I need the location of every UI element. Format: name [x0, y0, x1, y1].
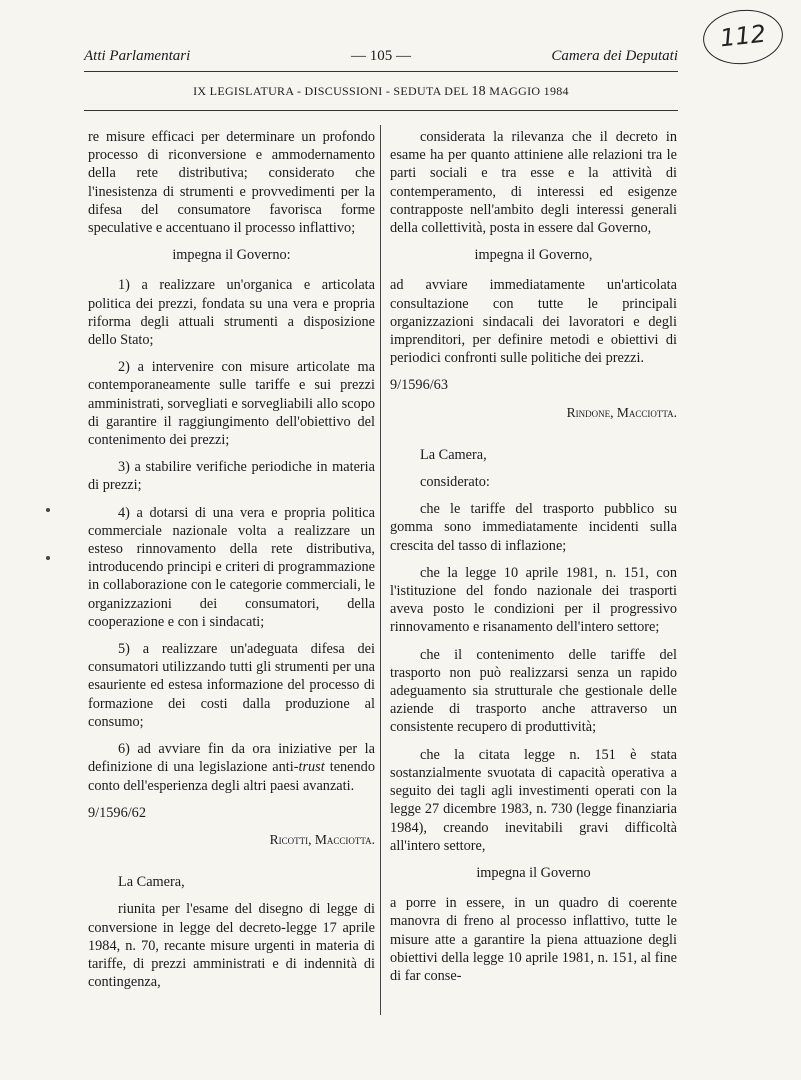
margin-dot [46, 508, 50, 512]
signature: Rindone, Macciotta. [566, 404, 677, 420]
page-number: — 105 — [351, 48, 411, 64]
impegna-heading: impegna il Governo: [172, 247, 291, 264]
list-item: 2) a intervenire con misure articolate ma contemporaneamente sulle tariffe e sui prezzi amministrati, sorvegliati e sorvegliabili allo scopo di garantire il raggiungimento dell'obiettivo del contenimento dei prezzi; [88, 359, 375, 449]
header-rule-bottom [84, 110, 678, 111]
considerata-paragraph: considerata la rilevanza che il decreto in esame ha per quanto attiniene alle relazioni tra le parti sociali e tra esse e la attività di contemperamento, di interessi ed esigenze contrapposte nell'ambito degli interessi generali della collettività, posta in essere dal Governo, [390, 129, 677, 237]
camera-heading: La Camera, [420, 446, 487, 463]
item6-text-a: 6) ad avviare fin da ora iniziative per la definizione di una legislazione anti- [88, 741, 375, 776]
header-chamber: Camera dei Deputati [551, 48, 678, 64]
document-code: 9/1596/63 [390, 377, 448, 394]
intro-paragraph: re misure efficaci per determinare un profondo processo di riconversione e ammodernamento della rete distributiva; considerato che l'inesistenza di strumenti e provvedimenti per la difesa del consumatore favorisca forme speculative e accentuano il processo inflattivo; [88, 129, 375, 237]
document-code: 9/1596/62 [88, 804, 146, 821]
column-divider [380, 125, 381, 1015]
considerato-heading: considerato: [420, 474, 490, 491]
spacer [390, 436, 677, 446]
list-item-6 [88, 740, 375, 795]
list-item: 3) a stabilire verifiche periodiche in materia di prezzi; [88, 459, 375, 494]
porre-paragraph: a porre in essere, in un quadro di coerente manovra di freno al processo inflattivo, tutte le misure atte a garantire la piena attuazione degli obiettivi della legge 10 aprile 1981, n. 151, al fine di far conse- [390, 895, 677, 984]
camera-heading: La Camera, [118, 874, 185, 891]
list-item: 4) a dotarsi di una vera e propria politica commerciale nazionale volta a realizzare un esteso rinnovamento della rete distributiva, introducendo principi e criteri di programmazione in collaborazione con le categorie commerciali, le organizzazioni dei consumatori, della cooperazione e con i sindacati; [88, 504, 375, 630]
list-item: che la legge 10 aprile 1981, n. 151, con l'istituzione del fondo nazionale dei trasporti aveva posto le condizioni per il progressivo rinnovamento e risanamento dell'intero settore; [390, 564, 677, 636]
list-item: che il contenimento delle tariffe del trasporto non può realizzarsi senza un rapido adeguamento sia strutturale che gestionale delle aziende di trasporto anche attraverso un consistente recupero di produttività; [390, 646, 677, 736]
header-rule-top [84, 71, 678, 72]
riunita-paragraph: riunita per l'esame del disegno di legge di conversione in legge del decreto-legge 17 aprile 1984, n. 70, recante misure urgenti in materia di tariffe, di prezzi amministrati e di indennità di contingenza, [88, 901, 375, 991]
session-suffix: MAGGIO 1984 [485, 84, 569, 98]
list-item: che le tariffe del trasporto pubblico su gomma sono immediatamente incidenti sulla crescita del tasso di inflazione; [390, 501, 677, 554]
impegna-heading: impegna il Governo, [474, 247, 593, 264]
list-item: 5) a realizzare un'adeguata difesa dei consumatori utilizzando tutti gli strumenti per una esauriente ed estesa informazione del processo di formazione dei costi dalla produzione al consumo; [88, 641, 375, 730]
left-column [88, 128, 375, 1000]
impegna-heading: impegna il Governo [476, 864, 591, 881]
spacer [88, 863, 375, 873]
signature: Ricotti, Macciotta. [269, 831, 375, 847]
session-prefix: IX LEGISLATURA - DISCUSSIONI - SEDUTA DEL [193, 84, 472, 98]
item6-italic: trust [298, 759, 325, 776]
session-day: 18 [471, 84, 486, 99]
right-column [390, 128, 677, 994]
session-subheader [84, 83, 678, 100]
handwritten-page-stamp: 112 [700, 6, 785, 68]
list-item: che la citata legge n. 151 è stata sostanzialmente svuotata di capacità operativa a seguito dei tagli agli investimenti operati con la legge 27 dicembre 1983, n. 730 (legge finanziaria 1984), creando inevitabili gravi difficoltà all'intero settore, [390, 746, 677, 854]
page-header [84, 44, 678, 68]
list-item: 1) a realizzare un'organica e articolata politica dei prezzi, fondata su una vera e propria riforma degli attuali strumenti a disposizione dello Stato; [88, 277, 375, 349]
margin-dot [46, 556, 50, 560]
item6-text-b: tenendo conto dell'esperienza degli altri paesi avanzati. [88, 759, 375, 794]
header-publication: Atti Parlamentari [84, 48, 191, 64]
avviare-paragraph: ad avviare immediatamente un'articolata consultazione con tutte le principali organizzazioni sindacali dei lavoratori e degli imprenditori, per definire metodi e obiettivi di periodici confronti sulle politiche dei prezzi. [390, 277, 677, 367]
